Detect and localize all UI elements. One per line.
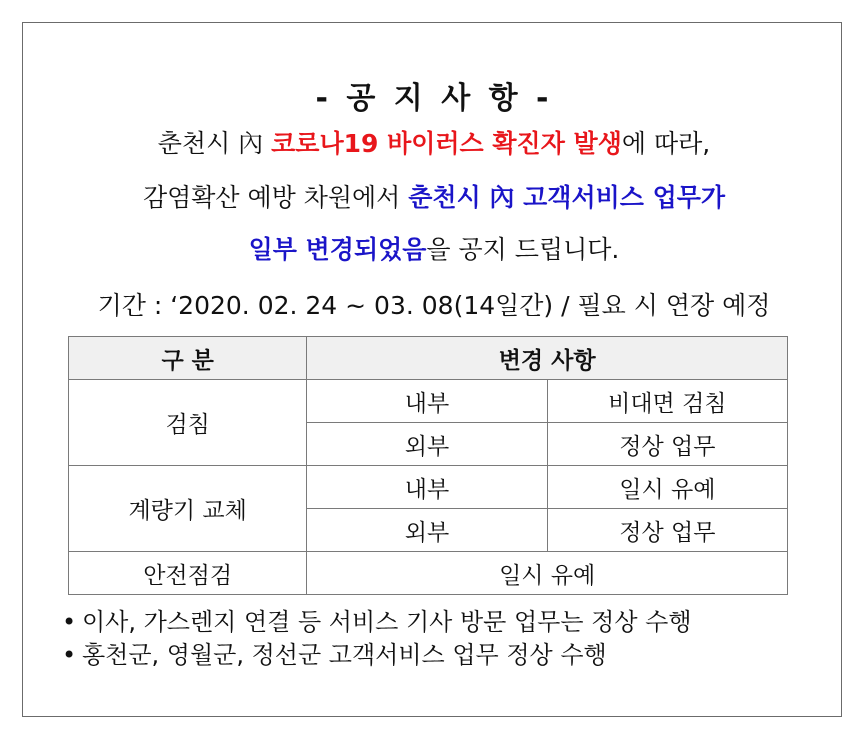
table-header-row bbox=[69, 337, 788, 380]
notice-line-3-text: 을 공지 드립니다. bbox=[426, 235, 620, 264]
bullet-text: 홍천군, 영월군, 정선군 고객서비스 업무 정상 수행 bbox=[82, 641, 607, 669]
table-row bbox=[69, 380, 788, 423]
list-item bbox=[62, 639, 692, 672]
changes-table bbox=[68, 336, 788, 595]
scope-cell: 외부 bbox=[307, 423, 547, 466]
scope-cell: 내부 bbox=[307, 380, 547, 423]
list-item bbox=[62, 606, 692, 639]
notice-line-1-text: 춘천시 內 bbox=[157, 129, 272, 158]
bullet-marker: • bbox=[62, 641, 77, 669]
notice-line-1-text-end: 에 따라, bbox=[621, 129, 711, 158]
status-cell: 정상 업무 bbox=[547, 509, 787, 552]
category-cell: 검침 bbox=[69, 380, 307, 466]
status-cell: 비대면 검침 bbox=[547, 380, 787, 423]
category-cell: 계량기 교체 bbox=[69, 466, 307, 552]
table-row bbox=[69, 552, 788, 595]
header-category: 구 분 bbox=[69, 337, 307, 380]
notice-line-2-highlight: 춘천시 內 고객서비스 업무가 bbox=[408, 183, 726, 212]
status-cell: 일시 유예 bbox=[547, 466, 787, 509]
notice-line-1 bbox=[0, 124, 868, 160]
table-row bbox=[69, 466, 788, 509]
status-cell: 정상 업무 bbox=[547, 423, 787, 466]
header-change: 변경 사항 bbox=[307, 337, 788, 380]
category-cell: 안전점검 bbox=[69, 552, 307, 595]
notice-line-3-highlight: 일부 변경되었음 bbox=[248, 235, 427, 264]
notice-title: - 공 지 사 항 - bbox=[315, 81, 553, 116]
notice-line-3 bbox=[0, 230, 868, 266]
notice-line-2 bbox=[0, 178, 868, 214]
bullet-text: 이사, 가스렌지 연결 등 서비스 기사 방문 업무는 정상 수행 bbox=[82, 608, 692, 636]
notice-period: 기간 : ‘2020. 02. 24 ~ 03. 08(14일간) / 필요 시 연장 예정 bbox=[97, 291, 771, 320]
notice-line-1-highlight: 코로나19 바이러스 확진자 발생 bbox=[271, 129, 622, 158]
scope-cell: 외부 bbox=[307, 509, 547, 552]
scope-cell: 내부 bbox=[307, 466, 547, 509]
bullet-list bbox=[62, 606, 692, 672]
notice-line-2-text: 감염확산 예방 차원에서 bbox=[142, 183, 409, 212]
bullet-marker: • bbox=[62, 608, 77, 636]
status-cell: 일시 유예 bbox=[307, 552, 788, 595]
